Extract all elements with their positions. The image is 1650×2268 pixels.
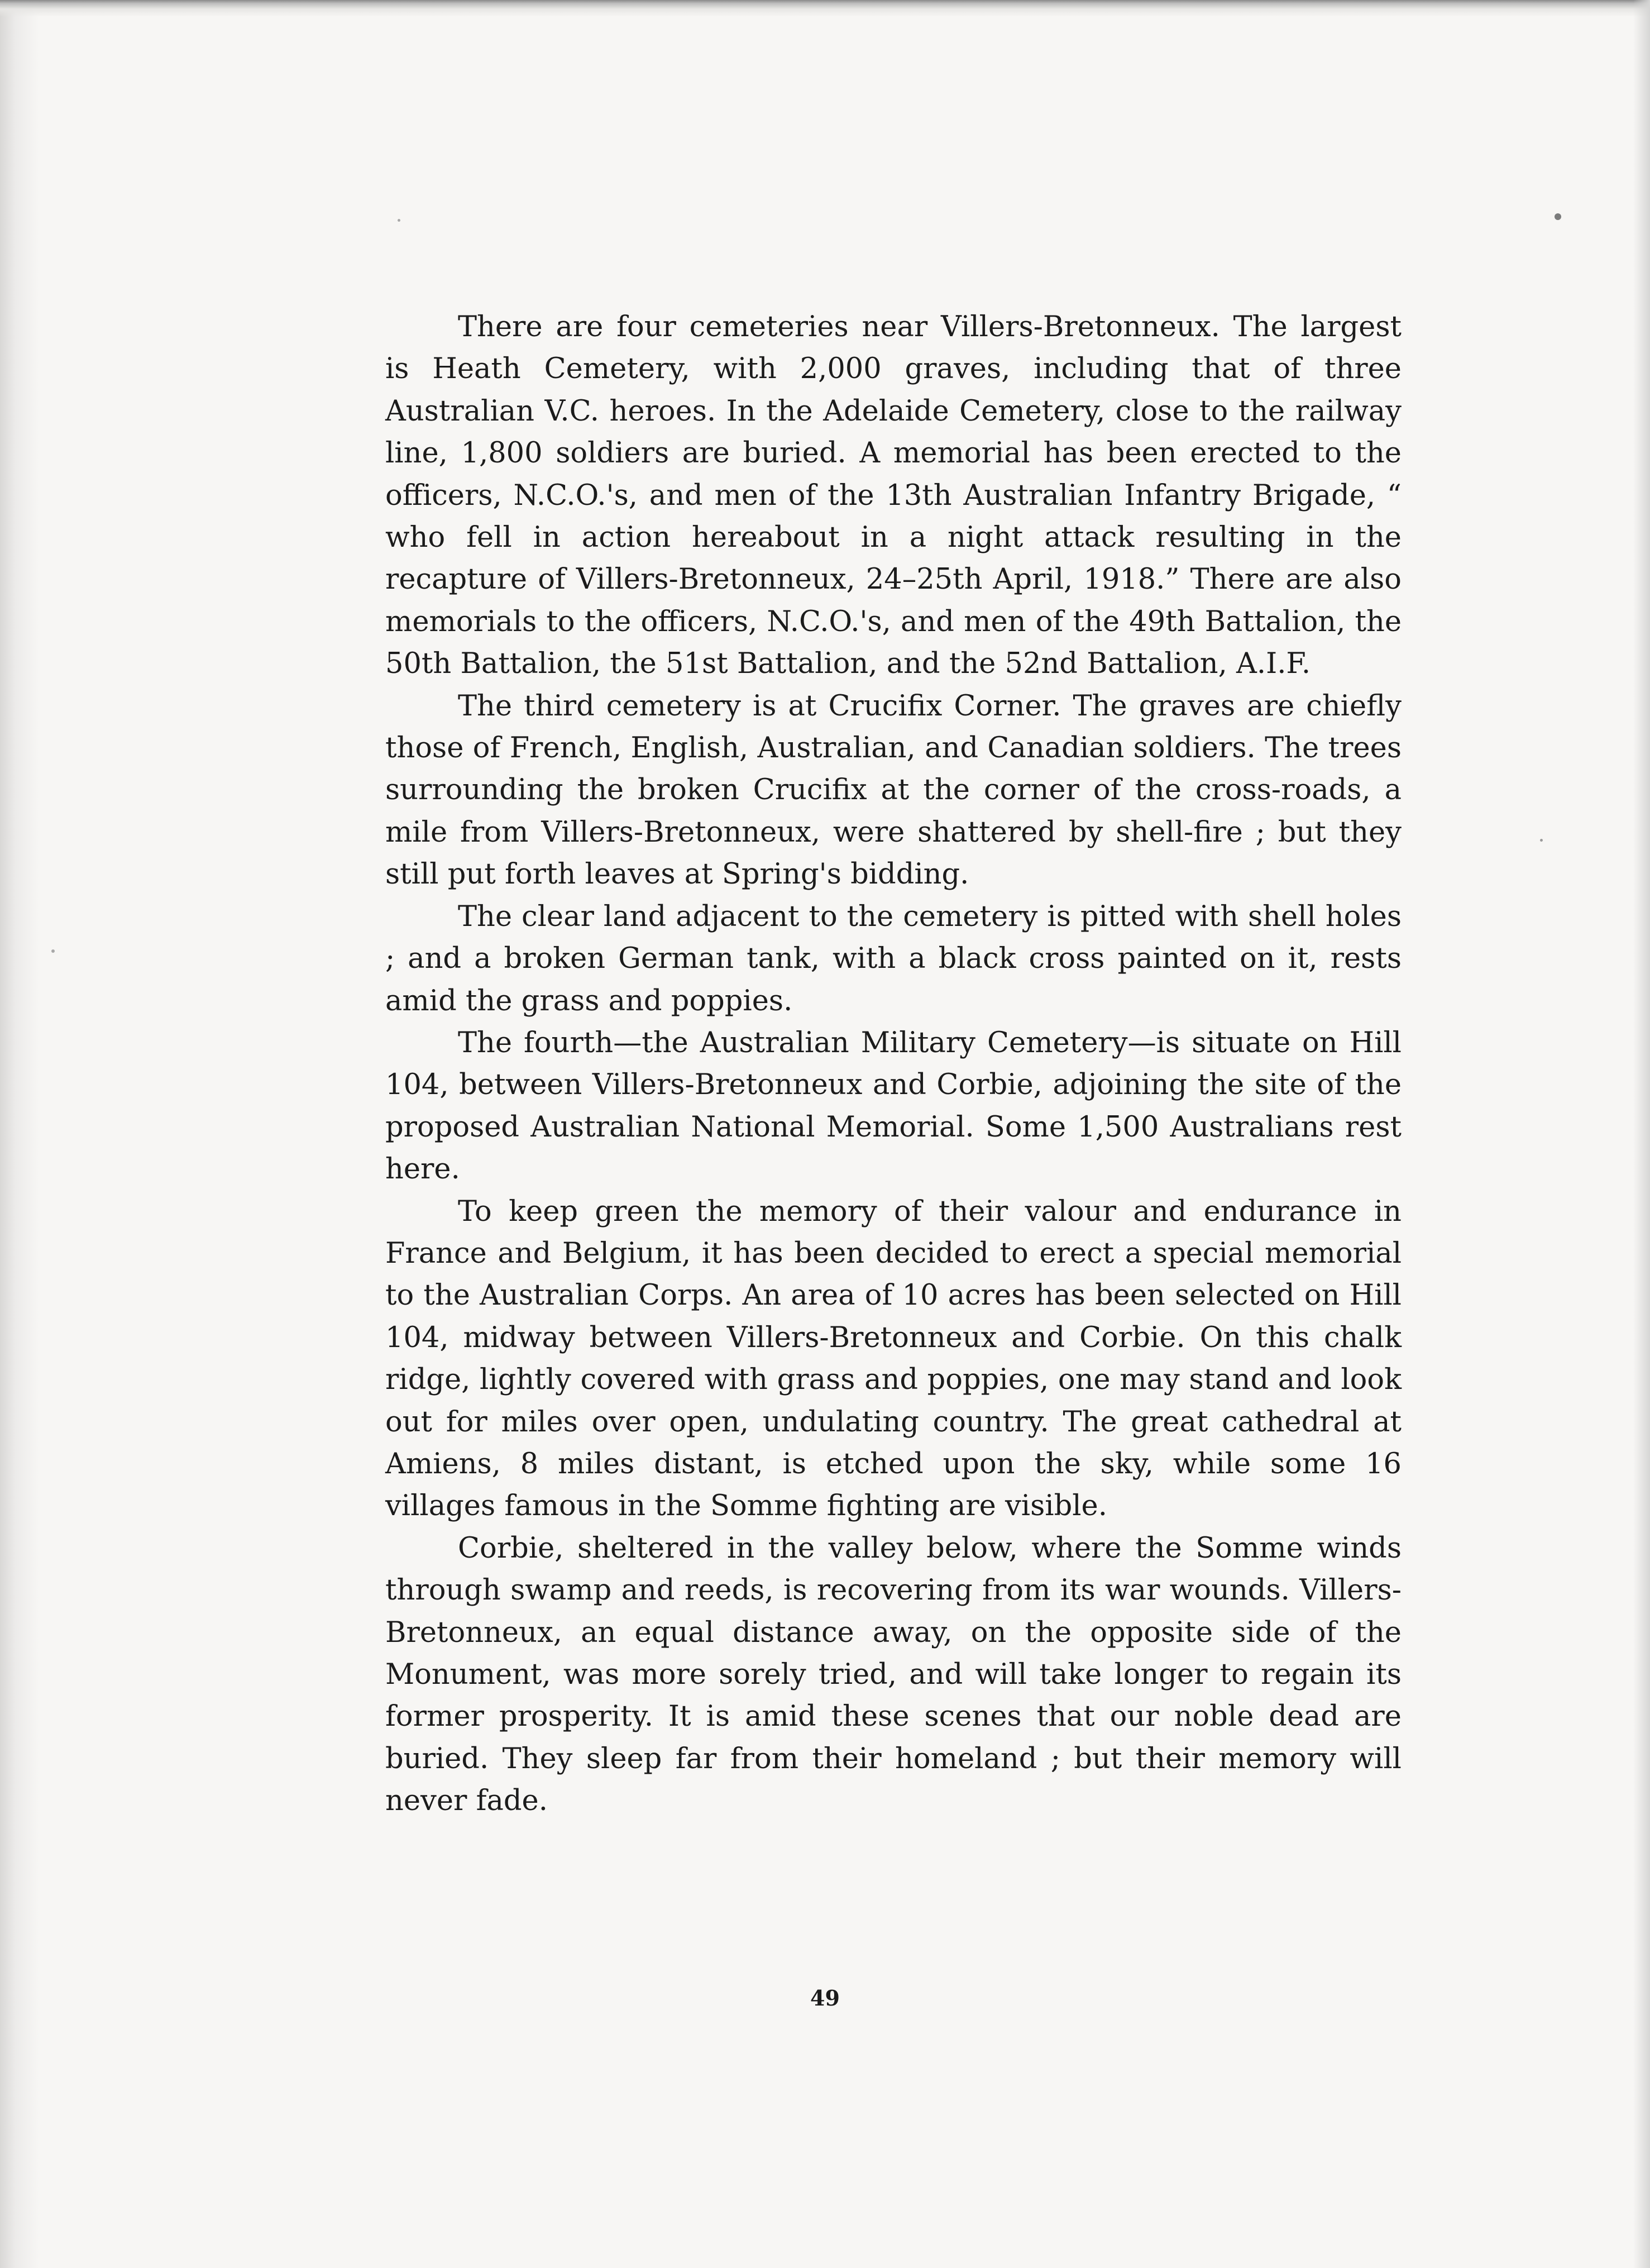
paragraph-cemeteries-overview: There are four cemeteries near Villers-Bretonneux. The largest is Heath Cemetery, with 2,000 graves, including that of three Australian V.C. heroes. In the Adelaide Cemetery, close to the railway line, 1,800 soldiers are buried. A memorial has been erected to the officers, N.C.O.'s, and men of the 13th Australian Infantry Brigade, “ who fell in action hereabout in a night attack resulting in the recapture of Villers-Bretonneux, 24–25th April, 1918.” There are also memorials to the officers, N.C.O.'s, and men of the 49th Battalion, the 50th Battalion, the 51st Battalion, and the 52nd Battalion, A.I.F. (385, 311, 1402, 681)
paragraph-crucifix-corner: The third cemetery is at Crucifix Corner. The graves are chiefly those of French, English, Australian, and Canadian soldiers. The trees surrounding the broken Crucifix at the corner of the cross-roads, a mile from Villers-Bretonneux, were shattered by shell-fire ; but they still put forth leaves at Spring's bidding. (385, 689, 1402, 891)
paragraph-military-cemetery: The fourth—the Australian Military Cemetery—is situate on Hill 104, between Villers-Bretonneux and Corbie, adjoining the site of the proposed Australian National Memorial. Some 1,500 Australians rest here. (385, 1026, 1402, 1186)
scan-speck (1540, 839, 1543, 842)
scan-shadow-left (0, 0, 39, 2268)
paragraph-corbie: Corbie, sheltered in the valley below, where the Somme winds through swamp and reeds, is recovering from its war wounds. Villers-Bretonneux, an equal distance away, on the opposite side of the Monument, was more sorely tried, and will take longer to regain its former prosperity. It is amid these scenes that our noble dead are buried. They sleep far from their homeland ; but their memory will never fade. (385, 1531, 1402, 1818)
scan-speck (51, 949, 55, 953)
page-number: 49 (810, 1985, 840, 2011)
paragraph-corps-memorial: To keep green the memory of their valour and endurance in France and Belgium, it has been decided to erect a special memorial to the Australian Corps. An area of 10 acres has been selected on Hill 104, midway between Villers-Bretonneux and Corbie. On this chalk ridge, lightly covered with grass and poppies, one may stand and look out for miles over open, undulating country. The great cathedral at Amiens, 8 miles distant, is etched upon the sky, while some 16 villages famous in the Somme fighting are visible. (385, 1195, 1402, 1523)
scan-speck (398, 219, 400, 222)
scan-speck (1555, 213, 1561, 220)
scan-edge-top (0, 0, 1650, 17)
page-body-text (385, 306, 1402, 1822)
paragraph-german-tank: The clear land adjacent to the cemetery is pitted with shell holes ; and a broken German tank, with a black cross painted on it, rests amid the grass and poppies. (385, 900, 1402, 1018)
scan-edge-right (1633, 0, 1650, 2268)
